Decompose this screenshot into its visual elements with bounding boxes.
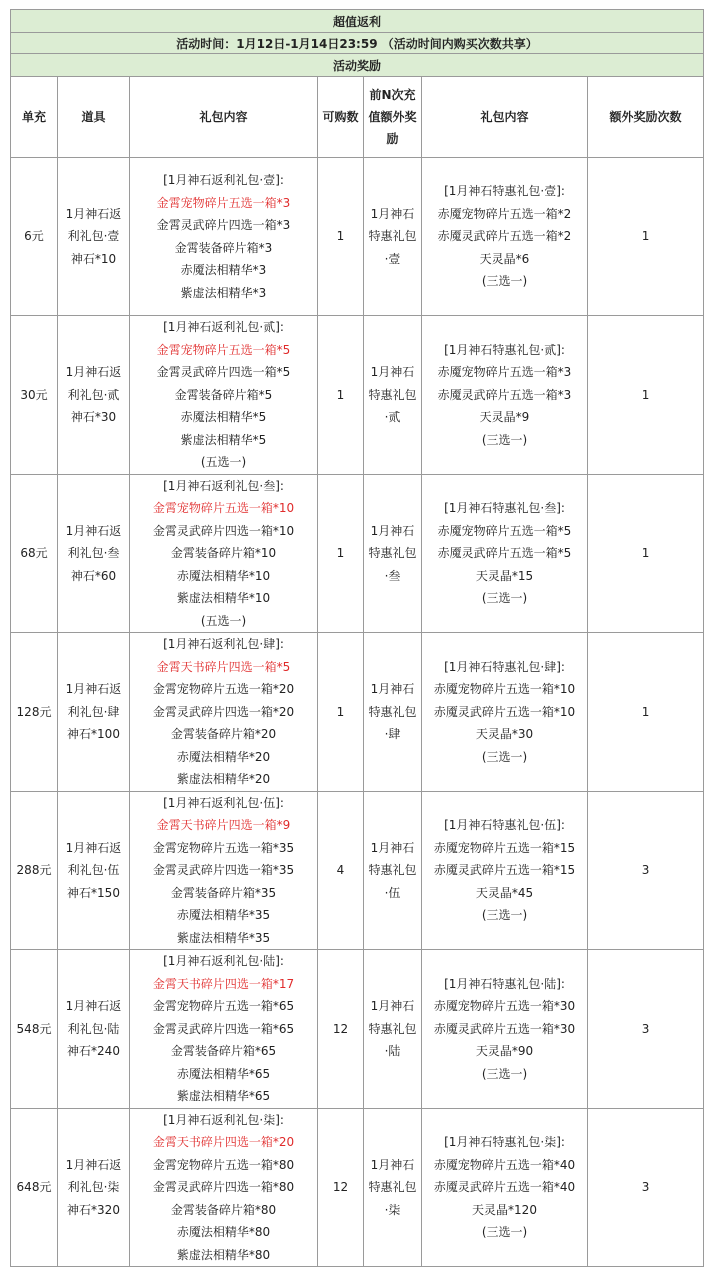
content-line: 金霄天书碎片四选一箱*5 — [156, 659, 291, 674]
bonus-times-cell: 1 — [588, 633, 704, 792]
bonus-content-line: 赤魇宠物碎片五选一箱*30 — [433, 999, 576, 1013]
header-content: 礼包内容 — [130, 77, 318, 158]
bonus-content-line: (三选一) — [481, 1225, 528, 1239]
bonus-content-line: (三选一) — [481, 1066, 528, 1081]
rebate-table — [10, 9, 704, 1267]
content-line: 赤魇法相精华*5 — [180, 410, 267, 424]
bonus-content-line: [1月神石特惠礼包·柒]: — [444, 1135, 565, 1149]
content-line: 金霄装备碎片箱*10 — [170, 546, 277, 560]
content-cell — [130, 1108, 318, 1267]
bonus-cell — [364, 791, 422, 950]
item-text: 1月神石返利礼包·壹 神石*10 — [65, 206, 122, 266]
table-row — [11, 633, 704, 792]
buy-count-cell: 1 — [318, 158, 364, 316]
content-line: 金霄宠物碎片五选一箱*10 — [152, 501, 295, 515]
bonus-content-line: [1月神石特惠礼包·肆]: — [444, 659, 565, 674]
bonus-content-line: 赤魇灵武碎片五选一箱*5 — [437, 546, 572, 560]
bonus-times-cell: 3 — [588, 950, 704, 1109]
content-line: 金霄装备碎片箱*5 — [174, 387, 273, 402]
header-bonus-content: 礼包内容 — [422, 77, 588, 158]
bonus-content-cell — [422, 316, 588, 475]
content-line: [1月神石返利礼包·肆]: — [163, 637, 284, 651]
bonus-content-line: 天灵晶*6 — [479, 251, 530, 266]
bonus-text: 1月神石特惠礼包·壹 — [368, 206, 417, 266]
content-line: [1月神石返利礼包·伍]: — [163, 795, 284, 810]
content-line: 金霄灵武碎片四选一箱*65 — [152, 1021, 295, 1036]
header-buy: 可购数 — [318, 77, 364, 158]
content-cell — [130, 474, 318, 633]
content-line: [1月神石返利礼包·贰]: — [163, 320, 284, 334]
bonus-content-line: 赤魇灵武碎片五选一箱*2 — [437, 229, 572, 244]
bonus-cell — [364, 316, 422, 475]
content-line: 赤魇法相精华*20 — [176, 749, 271, 764]
bonus-content-line: 赤魇宠物碎片五选一箱*2 — [437, 206, 572, 221]
content-line: 金霄宠物碎片五选一箱*35 — [152, 840, 295, 855]
buy-count-cell: 1 — [318, 316, 364, 475]
content-line: (五选一) — [200, 455, 247, 469]
bonus-cell — [364, 158, 422, 316]
buy-count-cell: 1 — [318, 633, 364, 792]
header-item: 道具 — [58, 77, 130, 158]
content-line: 金霄装备碎片箱*65 — [170, 1044, 277, 1058]
activity-time: 活动时间：1月12日-1月14日23:59 （活动时间内购买次数共享） — [11, 33, 704, 54]
table-row — [11, 1108, 704, 1267]
table-row — [11, 791, 704, 950]
bonus-content-line: 赤魇宠物碎片五选一箱*10 — [433, 682, 576, 696]
header-bonus-times: 额外奖励次数 — [588, 77, 704, 158]
bonus-content-line: 赤魇灵武碎片五选一箱*10 — [433, 704, 576, 719]
price-cell: 68元 — [11, 474, 58, 633]
bonus-cell — [364, 474, 422, 633]
bonus-content-line: 天灵晶*120 — [472, 1202, 537, 1217]
item-cell — [58, 791, 130, 950]
content-line: 紫虚法相精华*20 — [176, 772, 271, 786]
content-line: 金霄灵武碎片四选一箱*80 — [152, 1180, 295, 1194]
bonus-content-line: (三选一) — [481, 591, 528, 605]
content-line: 紫虚法相精华*35 — [176, 930, 271, 945]
table-row — [11, 158, 704, 316]
item-cell — [58, 316, 130, 475]
content-cell — [130, 950, 318, 1109]
content-line: 赤魇法相精华*10 — [176, 568, 271, 583]
bonus-content-cell — [422, 158, 588, 316]
bonus-cell — [364, 950, 422, 1109]
content-line: 金霄装备碎片箱*35 — [170, 885, 277, 900]
bonus-content-cell — [422, 474, 588, 633]
item-text: 1月神石返利礼包·柒 神石*320 — [65, 1157, 122, 1217]
bonus-cell — [364, 633, 422, 792]
item-text: 1月神石返利礼包·陆 神石*240 — [65, 999, 122, 1058]
price-cell: 6元 — [11, 158, 58, 316]
content-line: 赤魇法相精华*80 — [176, 1225, 271, 1239]
bonus-content-cell — [422, 950, 588, 1109]
bonus-text: 1月神石特惠礼包·叁 — [368, 523, 417, 583]
item-cell — [58, 1108, 130, 1267]
price-cell: 128元 — [11, 633, 58, 792]
content-line: 金霄装备碎片箱*3 — [174, 240, 273, 255]
content-line: 赤魇法相精华*65 — [176, 1066, 271, 1081]
bonus-text: 1月神石特惠礼包·贰 — [368, 365, 417, 424]
bonus-content-line: 天灵晶*90 — [475, 1044, 534, 1058]
buy-count-cell: 1 — [318, 474, 364, 633]
content-line: 金霄天书碎片四选一箱*20 — [152, 1135, 295, 1149]
price-cell: 648元 — [11, 1108, 58, 1267]
content-cell — [130, 633, 318, 792]
content-line: 金霄宠物碎片五选一箱*3 — [156, 195, 291, 210]
item-cell — [58, 474, 130, 633]
content-line: 金霄装备碎片箱*80 — [170, 1202, 277, 1217]
content-line: 金霄天书碎片四选一箱*17 — [152, 976, 295, 991]
bonus-text: 1月神石特惠礼包·伍 — [368, 840, 417, 900]
content-line: 金霄灵武碎片四选一箱*35 — [152, 863, 295, 877]
bonus-text: 1月神石特惠礼包·肆 — [368, 682, 417, 741]
bonus-content-line: 天灵晶*9 — [479, 410, 530, 424]
bonus-times-cell: 1 — [588, 158, 704, 316]
table-row — [11, 316, 704, 475]
content-line: 金霄天书碎片四选一箱*9 — [156, 818, 291, 832]
price-cell: 548元 — [11, 950, 58, 1109]
bonus-cell — [364, 1108, 422, 1267]
table-row — [11, 950, 704, 1109]
table-row — [11, 474, 704, 633]
content-line: (五选一) — [200, 613, 247, 628]
content-line: 紫虚法相精华*5 — [180, 432, 267, 447]
content-line: 金霄宠物碎片五选一箱*5 — [156, 342, 291, 357]
buy-count-cell: 12 — [318, 950, 364, 1109]
bonus-content-line: [1月神石特惠礼包·伍]: — [444, 818, 565, 832]
bonus-content-line: (三选一) — [481, 432, 528, 447]
content-line: 紫虚法相精华*80 — [176, 1247, 271, 1262]
bonus-content-line: 赤魇宠物碎片五选一箱*15 — [433, 840, 576, 855]
content-line: [1月神石返利礼包·叁]: — [163, 478, 284, 493]
content-line: 紫虚法相精华*10 — [176, 591, 271, 605]
bonus-times-cell: 1 — [588, 474, 704, 633]
bonus-content-line: 赤魇宠物碎片五选一箱*40 — [433, 1157, 576, 1172]
content-cell — [130, 158, 318, 316]
bonus-times-cell: 3 — [588, 791, 704, 950]
content-cell — [130, 316, 318, 475]
buy-count-cell: 12 — [318, 1108, 364, 1267]
item-text: 1月神石返利礼包·肆 神石*100 — [65, 682, 122, 741]
content-line: 金霄宠物碎片五选一箱*80 — [152, 1157, 295, 1172]
bonus-content-cell — [422, 633, 588, 792]
bonus-content-line: [1月神石特惠礼包·叁]: — [444, 501, 565, 515]
content-line: 紫虚法相精华*3 — [180, 285, 267, 300]
price-cell: 30元 — [11, 316, 58, 475]
bonus-content-line: 赤魇灵武碎片五选一箱*30 — [433, 1021, 576, 1036]
content-line: 赤魇法相精华*3 — [180, 263, 267, 277]
content-line: 金霄宠物碎片五选一箱*65 — [152, 999, 295, 1013]
content-line: [1月神石返利礼包·柒]: — [163, 1112, 284, 1127]
item-cell — [58, 158, 130, 316]
bonus-content-cell — [422, 791, 588, 950]
header-bonus: 前N次充值额外奖励 — [364, 77, 422, 158]
bonus-content-line: [1月神石特惠礼包·陆]: — [444, 976, 565, 991]
content-line: [1月神石返利礼包·陆]: — [163, 954, 284, 968]
bonus-text: 1月神石特惠礼包·柒 — [368, 1157, 417, 1217]
item-text: 1月神石返利礼包·伍 神石*150 — [65, 840, 122, 900]
content-line: 赤魇法相精华*35 — [176, 908, 271, 922]
content-line: 金霄灵武碎片四选一箱*20 — [152, 704, 295, 719]
buy-count-cell: 4 — [318, 791, 364, 950]
bonus-content-line: [1月神石特惠礼包·壹]: — [444, 184, 565, 199]
content-line: [1月神石返利礼包·壹]: — [163, 173, 284, 187]
bonus-content-cell — [422, 1108, 588, 1267]
bonus-content-line: 天灵晶*45 — [475, 885, 534, 900]
bonus-content-line: [1月神石特惠礼包·贰]: — [444, 342, 565, 357]
bonus-content-line: 天灵晶*30 — [475, 727, 534, 741]
header-price: 单充 — [11, 77, 58, 158]
item-text: 1月神石返利礼包·贰 神石*30 — [65, 365, 122, 424]
bonus-content-line: (三选一) — [481, 908, 528, 922]
bonus-content-line: (三选一) — [481, 749, 528, 764]
content-line: 金霄灵武碎片四选一箱*5 — [156, 365, 291, 379]
content-line: 金霄宠物碎片五选一箱*20 — [152, 682, 295, 696]
content-cell — [130, 791, 318, 950]
content-line: 金霄装备碎片箱*20 — [170, 727, 277, 741]
content-line: 金霄灵武碎片四选一箱*3 — [156, 218, 291, 232]
bonus-content-line: 赤魇宠物碎片五选一箱*3 — [437, 365, 572, 379]
item-text: 1月神石返利礼包·叁 神石*60 — [65, 523, 122, 583]
content-line: 紫虚法相精华*65 — [176, 1089, 271, 1103]
price-cell: 288元 — [11, 791, 58, 950]
item-cell — [58, 633, 130, 792]
bonus-content-line: 赤魇灵武碎片五选一箱*15 — [433, 863, 576, 877]
item-cell — [58, 950, 130, 1109]
bonus-content-line: 赤魇灵武碎片五选一箱*40 — [433, 1180, 576, 1194]
bonus-content-line: 天灵晶*15 — [475, 568, 534, 583]
bonus-content-line: 赤魇宠物碎片五选一箱*5 — [437, 523, 572, 538]
bonus-content-line: 赤魇灵武碎片五选一箱*3 — [437, 387, 572, 402]
bonus-text: 1月神石特惠礼包·陆 — [368, 999, 417, 1058]
bonus-times-cell: 3 — [588, 1108, 704, 1267]
bonus-content-line: (三选一) — [481, 274, 528, 289]
table-title: 超值返利 — [11, 10, 704, 33]
bonus-times-cell: 1 — [588, 316, 704, 475]
reward-title: 活动奖励 — [11, 54, 704, 77]
content-line: 金霄灵武碎片四选一箱*10 — [152, 523, 295, 538]
